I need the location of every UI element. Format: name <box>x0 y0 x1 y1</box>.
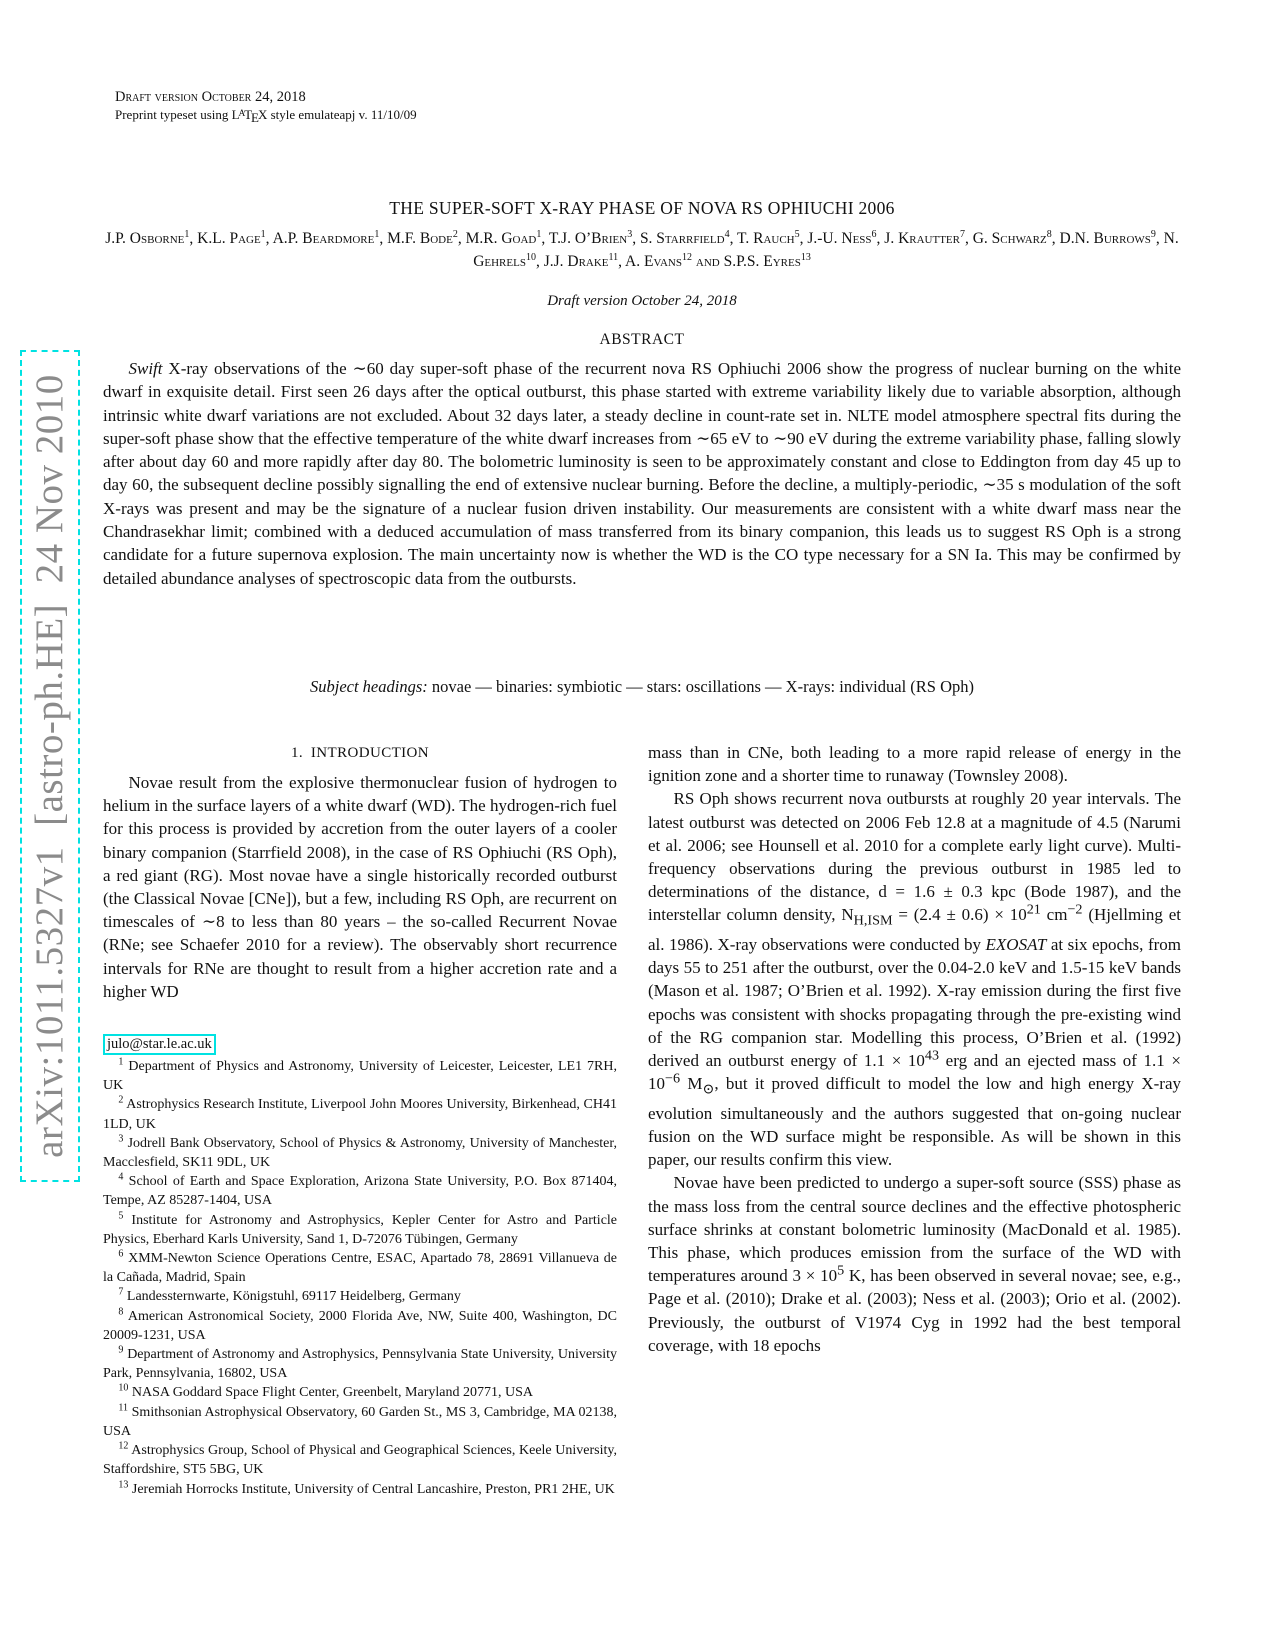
footnote-item <box>103 1134 617 1172</box>
footnote-list <box>103 1057 617 1499</box>
footnote-text: American Astronomical Society, 2000 Florida Ave, NW, Suite 400, Washington, DC 20009-1231, USA <box>103 1308 618 1343</box>
email-link[interactable]: julo@star.le.ac.uk <box>103 1034 216 1055</box>
footnote-number: 8 <box>118 1306 124 1318</box>
footnote-number: 9 <box>118 1344 124 1356</box>
footnote-number: 1 <box>118 1056 124 1068</box>
left-column <box>103 741 617 1499</box>
author-list: J.P. Osborne$^1$, K.L. Page$^1$, A.P. Beardmore$^1$, M.F. Bode$^2$, M.R. Goad$^1$, T.J. O’Brien$^3$, S. Starrfield$^4$, T. Rauch$^5$, J.-U. Ness$^6$, J. Krautter$^7$, G. Schwarz$^8$, D.N. Burrows$^9$, N. Gehrels$^{10}$, J.J. Drake$^{11}$, A. Evans$^{12}$ and S.P.S. Eyres$^{13}$ <box>105 228 1179 270</box>
subject-headings: Subject headings: novae — binaries: symbiotic — stars: oscillations — X-rays: individual (RS Oph) <box>309 677 975 696</box>
footnote-number: 11 <box>118 1402 129 1414</box>
footnote-text: Astrophysics Research Institute, Liverpool John Moores University, Birkenhead, CH41 1LD, UK <box>103 1097 618 1132</box>
footnote-item <box>103 1383 617 1402</box>
version-date-line: Draft version October 24, 2018 <box>547 293 737 309</box>
footnote-number: 13 <box>118 1478 129 1490</box>
section-heading-introduction: 1. INTRODUCTION <box>290 745 430 761</box>
footnote-text: School of Earth and Space Exploration, Arizona State University, P.O. Box 871404, Tempe, AZ 85287-1404, USA <box>103 1174 618 1209</box>
footnote-text: Department of Physics and Astronomy, University of Leicester, Leicester, LE1 7RH, UK <box>103 1059 618 1094</box>
body-paragraph: Novae have been predicted to undergo a super-soft source (SSS) phase as the mass loss from the central source declines and the effective photospheric surface shrinks at constant bolometric luminosity (MacDonald et al. 1985). This phase, which produces emission from the surface of the WD with temperatures around $3 \times 10^5$ K, has been observed in several novae; see, e.g., Page et al. (2010); Drake et al. (2003); Ness et al. (2003); Orio et al. (2002). Previously, the outburst of V1974 Cyg in 1992 had the best temporal coverage, with 18 epochs <box>648 1173 1181 1355</box>
footnote-text: Astrophysics Group, School of Physical and Geographical Sciences, Keele University, Staffordshire, ST5 5BG, UK <box>103 1443 617 1478</box>
footnote-item <box>103 1345 617 1383</box>
two-column-body <box>103 741 1181 1499</box>
footnote-text: Jodrell Bank Observatory, School of Physics & Astronomy, University of Manchester, Macclesfield, SK11 9DL, UK <box>103 1135 617 1171</box>
footnote-number: 7 <box>118 1286 124 1298</box>
footnote-number: 10 <box>118 1382 129 1394</box>
footnote-text: Landessternwarte, Königstuhl, 69117 Heidelberg, Germany <box>126 1289 461 1305</box>
footnote-text: XMM-Newton Science Operations Centre, ESAC, Apartado 78, 28691 Villanueva de la Cañada, Madrid, Spain <box>103 1251 617 1286</box>
arxiv-banner <box>20 350 80 1182</box>
arxiv-id-text: arXiv:1011.5327v1 [astro-ph.HE] 24 Nov 2010 <box>28 374 71 1158</box>
footnote-number: 12 <box>118 1440 129 1452</box>
footnote-text: Smithsonian Astrophysical Observatory, 60 Garden St., MS 3, Cambridge, MA 02138, USA <box>103 1404 618 1439</box>
intro-paragraph: Novae result from the explosive thermonuclear fusion of hydrogen to helium in the surface layers of a white dwarf (WD). The hydrogen-rich fuel for this process is provided by accretion from the outer layers of a cooler binary companion (Starrfield 2008), in the case of RS Ophiuchi (RS Oph), a red giant (RG). Most novae have a single historically recorded outburst (the Classical Novae [CNe]), but a few, including RS Oph, are recurrent on timescales of ∼8 to less than 80 years – the so-called Recurrent Novae (RNe; see Schaefer 2010 for a review). The observably short recurrence intervals for RNe are thought to result from a higher accretion rate and a higher WD <box>103 773 617 1001</box>
footnote-number: 3 <box>118 1133 124 1145</box>
footnote-item <box>103 1287 617 1306</box>
footnote-item <box>103 1403 617 1441</box>
footnote-item <box>103 1441 617 1479</box>
footnote-item <box>103 1211 617 1249</box>
body-paragraph: RS Oph shows recurrent nova outbursts at roughly 20 year intervals. The latest outburst was detected on 2006 Feb 12.8 at a magnitude of 4.5 (Narumi et al. 2006; see Hounsell et al. 2010 for a complete early light curve). Multi-frequency observations during the previous outburst in 1985 led to determinations of the distance, d = 1.6 ± 0.3 kpc (Bode 1987), and the interstellar column density, $N_{H,ISM} = (2.4 \pm 0.6) \times 10^{21}$ $cm^{-2}$ (Hjellming et al. 1986). X-ray observations were conducted by EXOSAT at six epochs, from days 55 to 251 after the outburst, over the 0.04-2.0 keV and 1.5-15 keV bands (Mason et al. 1987; O’Brien et al. 1992). X-ray emission during the first five epochs was consistent with shocks propagating through the pre-existing wind of the RG companion star. Modelling this process, O’Brien et al. (1992) derived an outburst energy of $1.1 \times 10^{43}$ erg and an ejected mass of $1.1 \times 10^{-6}$ $M_⊙$, but it proved difficult to model the low and high energy X-ray evolution simultaneously and the authors suggested that on-going nuclear fusion on the WD surface might be responsible. As will be shown in this paper, our results confirm this view. <box>648 789 1181 1170</box>
footnote-number: 5 <box>118 1210 124 1221</box>
body-paragraph: mass than in CNe, both leading to a more rapid release of energy in the ignition zone and a shorter time to runaway (Townsley 2008). <box>648 743 1181 786</box>
footnote-item <box>103 1249 617 1287</box>
footnote-text: Department of Astronomy and Astrophysics, Pennsylvania State University, University Park, Pennsylvania, 16802, USA <box>103 1347 617 1382</box>
right-column <box>648 741 1181 1499</box>
page-header <box>115 88 417 126</box>
footnote-text: Jeremiah Horrocks Institute, University of Central Lancashire, Preston, PR1 2HE, UK <box>131 1481 615 1497</box>
footnote-number: 6 <box>118 1248 124 1260</box>
footnote-item <box>103 1480 617 1499</box>
footnote-item <box>103 1307 617 1345</box>
draft-version-line: Draft version October 24, 2018 <box>115 89 306 105</box>
abstract-text: Swift X-ray observations of the ∼60 day super-soft phase of the recurrent nova RS Ophiuchi 2006 show the progress of nuclear burning on the white dwarf in exquisite detail. First seen 26 days after the optical outburst, this phase started with extreme variability likely due to variable absorption, although intrinsic white dwarf variations are not excluded. About 32 days later, a steady decline in count-rate set in. NLTE model atmosphere spectral fits during the super-soft phase show that the effective temperature of the white dwarf increases from ∼65 eV to ∼90 eV during the extreme variability phase, falling slowly after about day 60 and more rapidly after day 80. The bolometric luminosity is seen to be approximately constant and close to Eddington from day 45 up to day 60, the subsequent decline possibly signalling the end of extensive nuclear burning. Before the decline, a multiply-periodic, ∼35 s modulation of the soft X-rays was present and may be the signature of a nuclear fusion driven instability. Our measurements are consistent with a white dwarf mass near the Chandrasekhar limit; combined with a deduced accumulation of mass transferred from its binary companion, this leads us to suggest RS Oph is a strong candidate for a future supernova explosion. The main uncertainty now is whether the WD is the CO type necessary for a SN Ia. This may be confirmed by detailed abundance analyses of spectroscopic data from the outbursts. <box>103 359 1181 588</box>
paper-title: THE SUPER-SOFT X-RAY PHASE OF NOVA RS OPHIUCHI 2006 <box>389 198 895 218</box>
footnote-number: 4 <box>118 1171 124 1183</box>
contact-email-row <box>103 1034 617 1055</box>
footnote-item <box>103 1057 617 1095</box>
footnote-text: Institute for Astronomy and Astrophysics, Kepler Center for Astro and Particle Physics, Eberhard Karls University, Sand 1, D-72076 Tübingen, Germany <box>103 1212 618 1247</box>
footnote-text: NASA Goddard Space Flight Center, Greenbelt, Maryland 20771, USA <box>131 1385 533 1401</box>
footnote-item <box>103 1172 617 1210</box>
abstract-heading: ABSTRACT <box>599 331 685 348</box>
footnote-number: 2 <box>118 1094 124 1106</box>
footnote-item <box>103 1095 617 1133</box>
preprint-typeset-line: Preprint typeset using $L^ATEX$ style emulateapj v. 11/10/09 <box>115 107 417 126</box>
